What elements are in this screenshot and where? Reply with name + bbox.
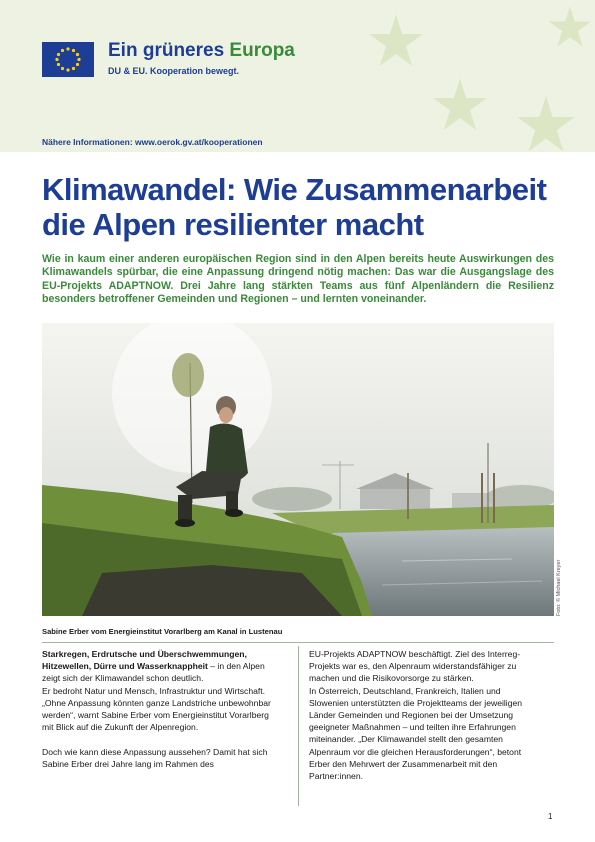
paragraph: Doch wie kann diese Anpassung aussehen? Damit hat sich Sabine Erber drei Jahre lang im Rahmen des <box>42 746 268 769</box>
info-link[interactable]: Nähere Informationen: www.oerok.gv.at/kooperationen <box>42 137 263 147</box>
article-title: Klimawandel: Wie Zusammenarbeit die Alpen resilienter macht <box>42 172 547 242</box>
eu-flag-logo <box>42 42 94 77</box>
paragraph: Er bedroht Natur und Mensch, Infrastruktur und Wirtschaft. „Ohne Anpassung könnten ganze Landstriche unbewohnbar werden“, warnt Sabine Erber vom Energieinstitut Vorarlberg mit Blick auf die Zukunft der Alpenregion. <box>42 685 271 733</box>
eu-stars-icon <box>42 42 94 77</box>
paragraph: In Österreich, Deutschland, Frankreich, Italien und Slowenien unterstützten die Projektteams der jeweiligen Länder Gemeinden und Regionen bei der Umsetzung geeigneter Maßnahmen – und teilten ihre Erfahrungen miteinander. „Der Klimawandel stellt den gesamten Alpenraum vor die gleichen Herausforderungen“, betont Erber den Mehrwert der Zusammenarbeit mit den Partner:innen. <box>309 685 523 782</box>
decorative-star-icon <box>548 6 592 48</box>
decorative-star-icon <box>432 78 488 132</box>
header-banner <box>0 0 595 152</box>
page-number: 1 <box>548 812 553 821</box>
photo-credit: Foto: © Michael Kreyer <box>556 559 562 616</box>
article-lead: Wie in kaum einer anderen europäischen Region sind in den Alpen bereits heute Auswirkungen des Klimawandels spürbar, die eine Anpassung dringend nötig machen: Das war die Ausgangslage des EU-Projekts ADAPTNOW. Drei Jahre lang stärkten Teams aus fünf Alpenländern die Resilienz besonders betroffener Gemeinden und Regionen – und lernten voneinander. <box>42 253 554 306</box>
column-divider <box>298 646 299 806</box>
decorative-star-icon <box>516 96 576 152</box>
intro-bold-text: Starkregen, Erdrutsche und Überschwemmungen, Hitzewellen, Dürre und Wasserknappheit <box>42 649 247 672</box>
brand-title: Ein grüneres Europa <box>108 40 295 61</box>
divider <box>42 642 554 643</box>
article-photo <box>42 323 554 616</box>
article-column-left: Starkregen, Erdrutsche und Überschwemmungen, Hitzewellen, Dürre und Wasserknappheit – in den Alpen zeigt sich der Klimawandel schon deutlich. Er bedroht Natur und Mensch, Infrastruktur und Wirtschaft. „Ohne Anpassung könnten ganze Landstriche unbewohnbar werden“, warnt Sabine Erber vom Energieinstitut Vorarlberg mit Blick auf die Zukunft der Alpenregion. Doch wie kann diese Anpassung aussehen? Damit hat sich Sabine Erber drei Jahre lang im Rahmen des <box>42 649 271 769</box>
brand-subtitle: DU & EU. Kooperation bewegt. <box>108 66 240 76</box>
paragraph: EU-Projekts ADAPTNOW beschäftigt. Ziel des Interreg-Projekts war es, den Alpenraum widerstandsfähiger zu machen und die Risikovorsorge zu stärken. <box>309 649 521 684</box>
decorative-star-icon <box>368 14 424 68</box>
photo-caption: Sabine Erber vom Energieinstitut Vorarlberg am Kanal in Lustenau <box>42 627 283 636</box>
article-column-right <box>309 648 539 782</box>
